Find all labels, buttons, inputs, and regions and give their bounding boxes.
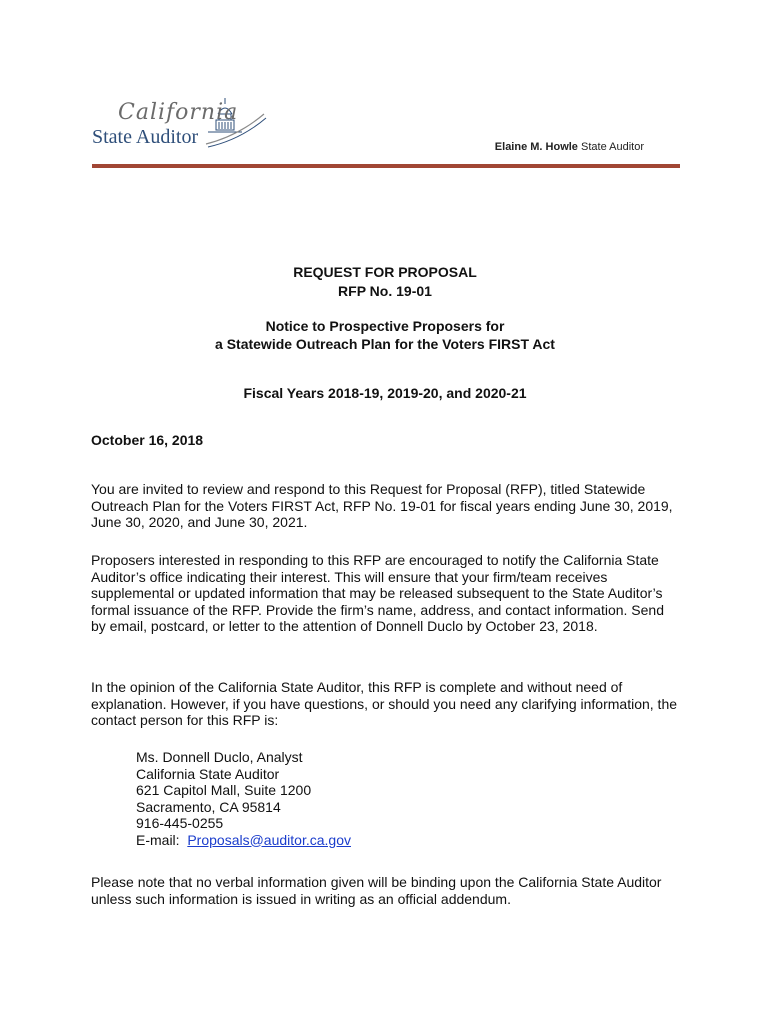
email-label: E-mail: — [136, 831, 180, 848]
header-divider — [92, 164, 680, 168]
contact-street: 621 Capitol Mall, Suite 1200 — [136, 782, 312, 798]
email-link[interactable]: Proposals@auditor.ca.gov — [187, 831, 351, 848]
contact-org: California State Auditor — [136, 765, 280, 782]
fiscal-years-line: Fiscal Years 2018-19, 2019-20, and 2020-21 — [243, 385, 527, 401]
paragraph-contact-intro: In the opinion of the California State Auditor, this RFP is complete and without need of explanation. However, if you have questions, or should you need any clarifying information, the contact person for this RFP is: — [91, 679, 678, 728]
paragraph-binding-note: Please note that no verbal information given will be binding upon the California State Auditor unless such information is issued in writing as an official addendum. — [91, 874, 662, 907]
contact-block — [136, 749, 351, 848]
contact-email-row — [136, 832, 351, 849]
title-line-3: Notice to Prospective Proposers for — [265, 318, 505, 334]
logo-script-text: California — [118, 100, 239, 125]
california-state-auditor-logo — [88, 94, 268, 154]
paragraph-invitation: You are invited to review and respond to this Request for Proposal (RFP), titled Statewide Outreach Plan for the Voters FIRST Act, RFP No. 19-01 for fiscal years ending June 30, 2019, June 30, 2020, and June 30, 2021. — [91, 481, 673, 530]
contact-name: Ms. Donnell Duclo, Analyst — [136, 749, 303, 765]
logo-main-text: State Auditor — [92, 126, 199, 148]
paragraph-notify: Proposers interested in responding to this RFP are encouraged to notify the California State Auditor’s office indicating their interest. This will ensure that your firm/team receives supplemental or updated information that may be released subsequent to the State Auditor’s formal issuance of the RFP. Provide the firm’s name, address, and contact information. Send by email, postcard, or letter to the attention of Donnell Duclo by October 23, 2018. — [91, 552, 664, 634]
title-line-4: a Statewide Outreach Plan for the Voters FIRST Act — [215, 336, 555, 352]
contact-phone: 916-445-0255 — [136, 815, 224, 831]
auditor-title: State Auditor — [581, 141, 644, 153]
auditor-line — [495, 141, 644, 153]
auditor-name: Elaine M. Howle — [494, 141, 578, 153]
contact-city: Sacramento, CA 95814 — [136, 798, 281, 815]
document-date: October 16, 2018 — [91, 432, 204, 448]
title-line-2: RFP No. 19-01 — [338, 283, 432, 299]
title-line-1: REQUEST FOR PROPOSAL — [293, 264, 477, 280]
